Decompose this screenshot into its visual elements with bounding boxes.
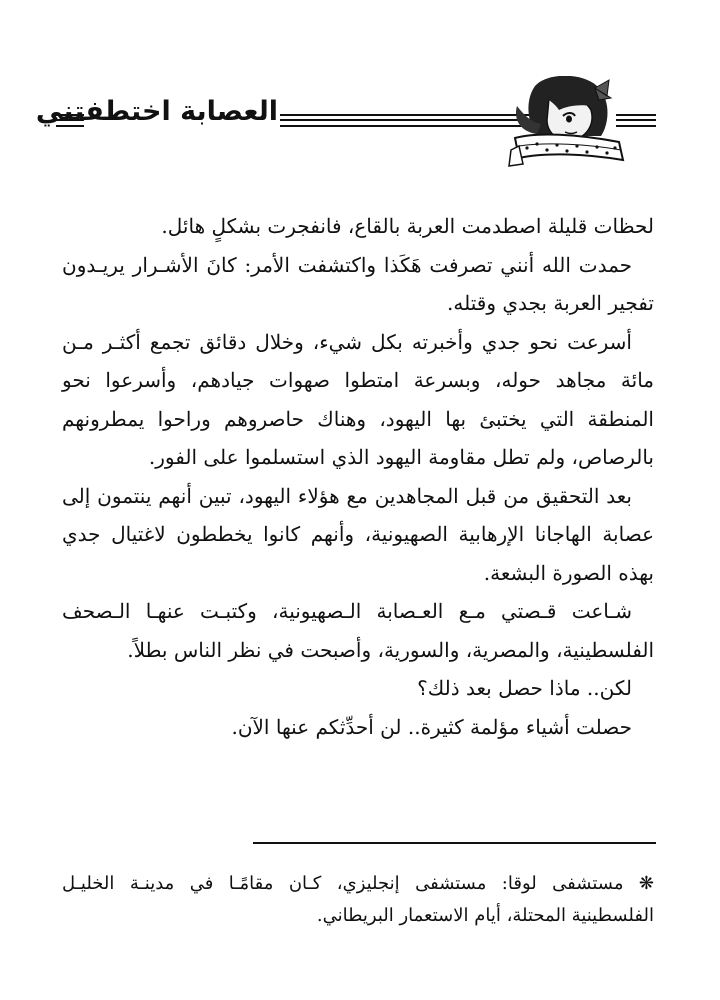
paragraph-4: بعد التحقيق من قبل المجاهدين مع هؤلاء اليهود، تبين أنهم ينتمون إلى عصابة الهاجانا الإرهابية الصهيونية، وأنهم كانوا يخططون لاغتيال جدي بهذه الصورة البشعة. (62, 483, 654, 585)
girl-illustration-icon (507, 76, 627, 168)
footnote: ❋ مستشفى لوقا: مستشفى إنجليزي، كـان مقامًـا في مدينـة الخليـل الفلسطينية المحتلة، أيام الاستعمار البريطاني. (62, 873, 654, 926)
paragraph-7: حصلت أشياء مؤلمة كثيرة.. لن أحدِّثكم عنها الآن. (231, 714, 632, 739)
footnote-separator (253, 842, 656, 844)
header-rule-right (616, 114, 656, 127)
paragraph-3: أسرعت نحو جدي وأخبرته بكل شيء، وخلال دقائق تجمع أكثـر مـن مائة مجاهد حوله، وبسرعة امتطوا صهوات جيادهم، وأسرعوا نحو المنطقة التي يختبئ بها اليهود، وهناك حاصروهم وراحوا يمطرونهم بالرصاص، ولم تطل مقاومة اليهود الذي استسلموا على الفور. (62, 329, 654, 469)
paragraph-2: حمدت الله أنني تصرفت هَكَذا واكتشفت الأمر: كانَ الأشـرار يريـدون تفجير العربة بجدي وقتله. (62, 252, 654, 315)
chapter-header (35, 78, 652, 168)
paragraph-5: شـاعت قـصتي مـع العـصابة الـصهيونية، وكتبـت عنهـا الـصحف الفلسطينية، والمصرية، والسورية، وأصبحت في نظر الناس بطلاً. (62, 599, 654, 662)
paragraph-1: لحظات قليلة اصطدمت العربة بالقاع، فانفجرت بشكلٍ هائل. (161, 214, 654, 238)
chapter-title: العصابة اختطفتني (35, 96, 278, 127)
paragraph-6: لكن.. ماذا حصل بعد ذلك؟ (417, 676, 632, 700)
body-text (62, 207, 654, 746)
